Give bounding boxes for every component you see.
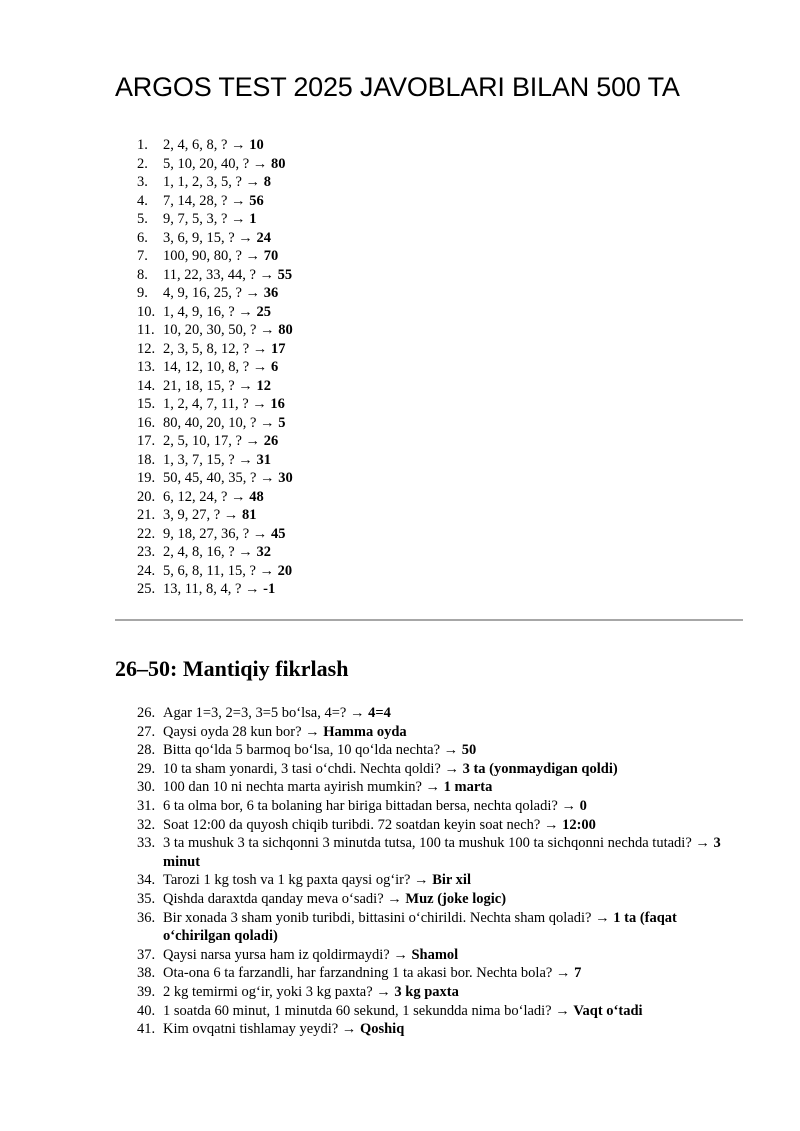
question-item [137, 946, 747, 965]
question-item [137, 760, 747, 779]
question-number: 19. [137, 470, 156, 486]
question-text: Bitta qo‘lda 5 barmoq bo‘lsa, 10 qo‘lda nechta? → [163, 742, 462, 759]
section-divider [115, 619, 743, 621]
answer-text: 24 [256, 229, 271, 246]
question-text: 4, 9, 16, 25, ? → [163, 285, 264, 301]
question-text: 6 ta olma bor, 6 ta bolaning har biriga bittadan bersa, nechta qoladi? → [163, 797, 580, 814]
question-number: 26. [137, 705, 156, 721]
question-item [137, 395, 293, 414]
answer-text: 36 [263, 285, 279, 301]
answer-text: 16 [270, 396, 285, 412]
answer-text: 20 [277, 562, 293, 579]
question-number: 33. [137, 835, 156, 852]
question-item [137, 580, 293, 599]
question-item [137, 210, 293, 229]
answer-text: 1 marta [443, 779, 493, 796]
question-number: 29. [137, 760, 156, 777]
question-text: 11, 22, 33, 44, ? → [163, 266, 278, 283]
question-text: 2, 4, 8, 16, ? → [163, 544, 257, 560]
question-number: 39. [137, 983, 156, 1000]
question-number: 23. [137, 544, 156, 560]
answer-text: 48 [249, 488, 264, 505]
question-number: 12. [137, 340, 156, 357]
question-item [137, 247, 293, 266]
question-item [137, 229, 293, 248]
answer-text: Bir xil [432, 872, 471, 889]
question-number: 15. [137, 396, 156, 412]
question-text: 100, 90, 80, ? → [163, 248, 264, 264]
question-number: 6. [137, 229, 148, 246]
answer-text: 31 [256, 451, 271, 468]
question-number: 3. [137, 174, 148, 190]
question-text: 21, 18, 15, ? → [163, 377, 257, 394]
question-number: 7. [137, 248, 148, 264]
question-text: 80, 40, 20, 10, ? → [163, 414, 279, 431]
question-text: 1, 4, 9, 16, ? → [163, 303, 257, 320]
answer-text: 7 [574, 965, 582, 982]
answer-text: 12:00 [562, 816, 596, 833]
question-item [137, 778, 747, 797]
answer-text: Shamol [411, 946, 459, 963]
question-text: 13, 11, 8, 4, ? → [163, 581, 264, 597]
answer-text: Qoshiq [359, 1021, 405, 1038]
question-number: 35. [137, 890, 156, 907]
question-text: 2, 5, 10, 17, ? → [163, 433, 264, 449]
question-number: 10. [137, 303, 156, 320]
answer-text: 25 [256, 303, 271, 320]
question-item [137, 983, 747, 1002]
question-text: 9, 7, 5, 3, ? → [163, 211, 250, 227]
question-item [137, 321, 293, 340]
question-text: Qaysi narsa yursa ham iz qoldirmaydi? → [163, 946, 412, 963]
question-text: 6, 12, 24, ? → [163, 488, 250, 505]
question-item [137, 192, 293, 211]
question-item [137, 1020, 747, 1039]
question-number: 40. [137, 1002, 156, 1019]
question-item [137, 506, 293, 525]
answer-text: 55 [277, 266, 293, 283]
question-item [137, 451, 293, 470]
question-number: 14. [137, 377, 156, 394]
question-item [137, 155, 293, 174]
answer-text: 6 [270, 359, 279, 375]
answer-text: 70 [263, 248, 279, 264]
question-text: Agar 1=3, 2=3, 3=5 bo‘lsa, 4=? → [163, 705, 369, 721]
question-number: 41. [137, 1021, 156, 1038]
question-text: Qaysi oyda 28 kun bor? → [163, 723, 324, 740]
question-item [137, 562, 293, 581]
question-text: 9, 18, 27, 36, ? → [163, 525, 271, 542]
sequence-question-list [137, 136, 293, 599]
question-number: 20. [137, 488, 156, 505]
answer-text: 1 [249, 211, 257, 227]
question-text: 2 kg temirmi og‘ir, yoki 3 kg paxta? → [163, 983, 395, 1000]
question-text: Kim ovqatni tishlamay yeydi? → [163, 1021, 360, 1038]
question-item [137, 834, 747, 871]
answer-text: 0 [579, 797, 587, 814]
answer-text: 3 ta (yonmaydigan qoldi) [462, 760, 618, 777]
question-number: 8. [137, 266, 148, 283]
question-text: 7, 14, 28, ? → [163, 192, 250, 209]
question-number: 9. [137, 285, 148, 301]
question-number: 5. [137, 211, 148, 227]
question-item [137, 414, 293, 433]
question-item [137, 723, 747, 742]
question-text: Qishda daraxtda qanday meva o‘sadi? → [163, 890, 406, 907]
question-text: 3 ta mushuk 3 ta sichqonni 3 minutda tutsa, 100 ta mushuk 100 ta sichqonni nechda tutadi? → [163, 835, 714, 852]
question-number: 38. [137, 965, 156, 982]
question-number: 32. [137, 816, 156, 833]
question-item [137, 816, 747, 835]
question-number: 13. [137, 359, 156, 375]
question-number: 18. [137, 451, 156, 468]
question-text: 100 dan 10 ni nechta marta ayirish mumkin? → [163, 779, 444, 796]
question-number: 2. [137, 155, 148, 172]
question-item [137, 797, 747, 816]
question-text: Tarozi 1 kg tosh va 1 kg paxta qaysi og‘ir? → [163, 872, 433, 889]
answer-text: 3 minut [163, 835, 721, 870]
answer-text: 81 [241, 507, 257, 523]
answer-text: 32 [256, 544, 271, 560]
question-item [137, 890, 747, 909]
answer-text: 30 [278, 470, 293, 486]
answer-text: 10 [249, 137, 264, 153]
question-item [137, 340, 293, 359]
question-item [137, 525, 293, 544]
question-text: 50, 45, 40, 35, ? → [163, 470, 279, 486]
question-text: 3, 9, 27, ? → [163, 507, 242, 523]
question-item [137, 469, 293, 488]
section-heading: 26–50: Mantiqiy fikrlash [115, 656, 349, 681]
question-text: 2, 3, 5, 8, 12, ? → [163, 340, 271, 357]
question-text: 10 ta sham yonardi, 3 tasi o‘chdi. Nechta qoldi? → [163, 760, 463, 777]
answer-text: 50 [461, 742, 477, 759]
question-item [137, 173, 293, 192]
answer-text: 80 [278, 322, 293, 338]
question-number: 31. [137, 797, 156, 814]
question-number: 37. [137, 946, 156, 963]
question-number: 21. [137, 507, 156, 523]
question-text: 1 soatda 60 minut, 1 minutda 60 sekund, 1 sekundda nima bo‘ladi? → [163, 1002, 574, 1019]
question-number: 22. [137, 525, 156, 542]
logic-question-list [137, 704, 747, 1039]
question-number: 24. [137, 562, 156, 579]
question-item [137, 1002, 747, 1021]
question-text: 3, 6, 9, 15, ? → [163, 229, 257, 246]
page-title: ARGOS TEST 2025 JAVOBLARI BILAN 500 TA [115, 72, 680, 102]
question-item [137, 377, 293, 396]
question-text: Ota-ona 6 ta farzandli, har farzandning 1 ta akasi bor. Nechta bola? → [163, 965, 575, 982]
question-text: 14, 12, 10, 8, ? → [163, 359, 271, 375]
question-number: 1. [137, 137, 148, 153]
question-item [137, 964, 747, 983]
question-item [137, 432, 293, 451]
question-item [137, 284, 293, 303]
answer-text: 45 [270, 525, 286, 542]
question-text: 5, 6, 8, 11, 15, ? → [163, 562, 278, 579]
question-number: 36. [137, 909, 156, 926]
question-text: 5, 10, 20, 40, ? → [163, 155, 271, 172]
question-item [137, 871, 747, 890]
question-number: 11. [137, 322, 155, 338]
answer-text: 12 [256, 377, 271, 394]
answer-text: Muz (joke logic) [405, 890, 507, 907]
question-text: 1, 3, 7, 15, ? → [163, 451, 257, 468]
answer-text: 1 ta (faqat o‘chirilgan qoladi) [163, 909, 677, 945]
question-text: 2, 4, 6, 8, ? → [163, 137, 250, 153]
question-item [137, 358, 293, 377]
question-number: 25. [137, 581, 156, 597]
question-item [137, 266, 293, 285]
question-item [137, 909, 747, 946]
question-text: 1, 1, 2, 3, 5, ? → [163, 174, 264, 190]
question-number: 27. [137, 723, 156, 740]
answer-text: 26 [263, 433, 279, 449]
question-number: 30. [137, 779, 156, 796]
question-number: 4. [137, 192, 148, 209]
answer-text: 4=4 [368, 705, 391, 721]
question-item [137, 136, 293, 155]
question-item [137, 741, 747, 760]
question-item [137, 543, 293, 562]
answer-text: -1 [263, 581, 276, 597]
question-number: 17. [137, 433, 156, 449]
question-number: 34. [137, 872, 156, 889]
question-item [137, 303, 293, 322]
question-number: 28. [137, 742, 156, 759]
answer-text: Vaqt o‘tadi [573, 1002, 643, 1019]
question-text: Bir xonada 3 sham yonib turibdi, bittasini o‘chirildi. Nechta sham qoladi? → [163, 909, 614, 926]
question-text: 10, 20, 30, 50, ? → [163, 322, 279, 338]
answer-text: Hamma oyda [323, 723, 407, 740]
question-text: 1, 2, 4, 7, 11, ? → [163, 396, 271, 412]
question-text: Soat 12:00 da quyosh chiqib turibdi. 72 soatdan keyin soat nech? → [163, 816, 563, 833]
answer-text: 5 [278, 414, 286, 431]
question-item [137, 704, 747, 723]
question-item [137, 488, 293, 507]
answer-text: 3 kg paxta [394, 983, 459, 1000]
question-number: 16. [137, 414, 156, 431]
answer-text: 8 [263, 174, 271, 190]
answer-text: 80 [270, 155, 286, 172]
answer-text: 56 [249, 192, 264, 209]
answer-text: 17 [270, 340, 286, 357]
